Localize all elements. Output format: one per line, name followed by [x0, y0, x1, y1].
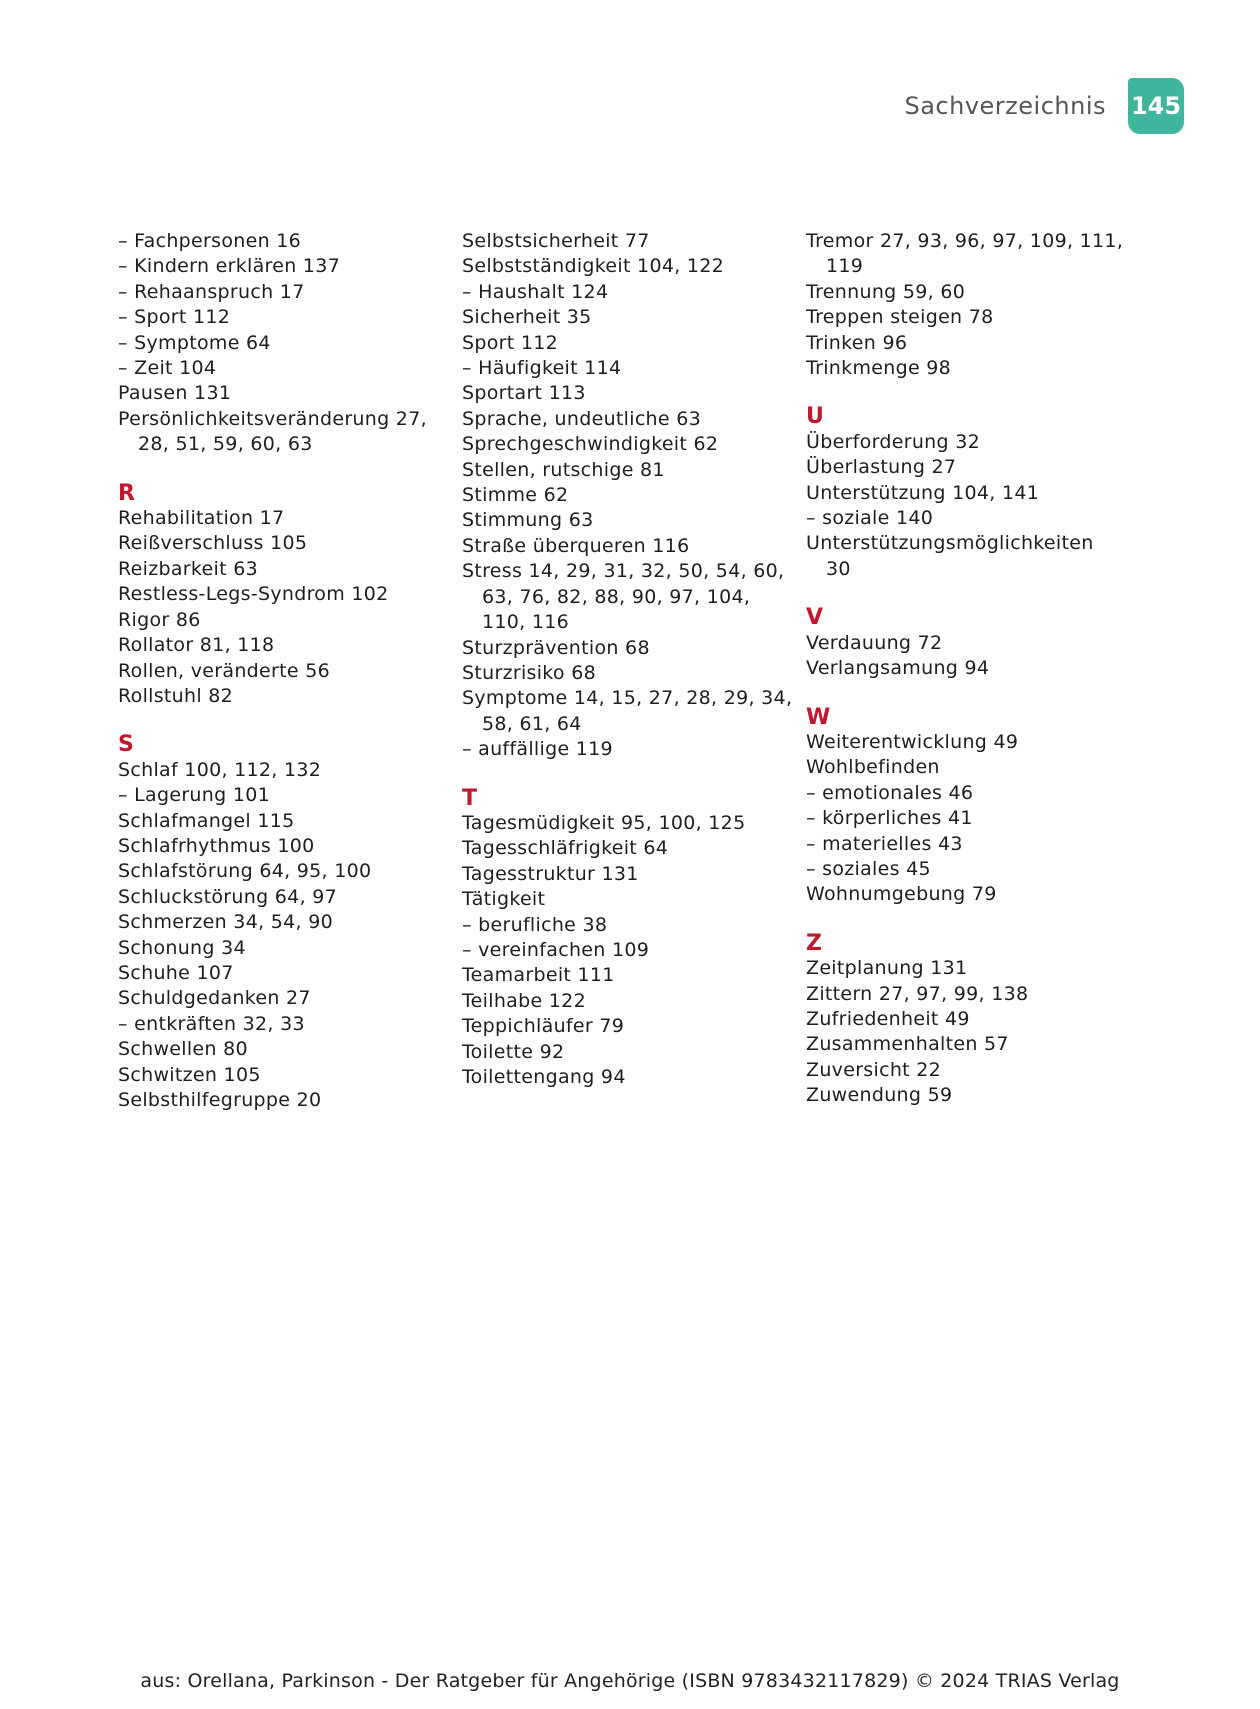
- index-entry: Verlangsamung 94: [806, 657, 990, 680]
- index-entry: Schmerzen 34, 54, 90: [118, 911, 333, 934]
- index-column-3: [806, 229, 1136, 1109]
- index-entry-continuation: 110, 116: [482, 611, 570, 634]
- index-entry: Stimmung 63: [462, 509, 594, 532]
- index-column-1: [118, 229, 448, 1113]
- index-entry: – Sport 112: [118, 306, 231, 329]
- source-footer: aus: Orellana, Parkinson - Der Ratgeber für Angehörige (ISBN 9783432117829) © 2024 TRIAS Verlag: [140, 1670, 1120, 1692]
- index-entry: – Lagerung 101: [118, 784, 270, 807]
- index-entry: Rigor 86: [118, 608, 201, 631]
- index-entry: Treppen steigen 78: [806, 306, 994, 329]
- index-entry: Überforderung 32: [806, 430, 980, 453]
- index-entry: Selbsthilfegruppe 20: [118, 1089, 322, 1111]
- index-entry: – Symptome 64: [118, 331, 271, 354]
- index-entry: Zittern 27, 97, 99, 138: [806, 982, 1029, 1005]
- index-entry: Unterstützungsmöglichkeiten: [806, 532, 1094, 555]
- index-entry: Wohlbefinden: [806, 756, 940, 779]
- running-header: [904, 78, 1184, 134]
- index-entry: Schuhe 107: [118, 961, 234, 984]
- index-entry: Überlastung 27: [806, 456, 957, 479]
- index-entry: – Haushalt 124: [462, 280, 609, 303]
- index-entry: – soziale 140: [806, 507, 934, 530]
- index-entry-continuation: 63, 76, 82, 88, 90, 97, 104,: [482, 585, 751, 608]
- index-entry: Persönlichkeitsveränderung 27,: [118, 407, 427, 430]
- section-title: Sachverzeichnis: [904, 92, 1106, 120]
- index-entry: Reizbarkeit 63: [118, 557, 258, 580]
- index-entry: Zusammenhalten 57: [806, 1033, 1009, 1056]
- index-entry: Sturzrisiko 68: [462, 661, 596, 684]
- index-entry: Trinken 96: [806, 331, 908, 354]
- index-entry: Tremor 27, 93, 96, 97, 109, 111,: [806, 230, 1124, 252]
- index-entry: Rollen, veränderte 56: [118, 659, 330, 682]
- index-entry: Rollator 81, 118: [118, 634, 275, 657]
- index-entry: Zuwendung 59: [806, 1084, 953, 1107]
- index-entry: Zufriedenheit 49: [806, 1007, 970, 1030]
- index-columns: [118, 229, 1148, 1129]
- index-entry: Sturzprävention 68: [462, 636, 650, 659]
- index-entry: – auffällige 119: [462, 738, 613, 761]
- index-column-2: [462, 229, 792, 1090]
- index-entry: Teilhabe 122: [462, 989, 586, 1012]
- index-entry: – materielles 43: [806, 832, 963, 855]
- index-entry: Schlaf 100, 112, 132: [118, 758, 322, 781]
- index-entry: Schwellen 80: [118, 1038, 248, 1061]
- index-entry: – Rehaanspruch 17: [118, 280, 305, 303]
- index-entry: Rehabilitation 17: [118, 507, 285, 530]
- index-entry: Tagesmüdigkeit 95, 100, 125: [462, 811, 746, 834]
- index-entry: Reißverschluss 105: [118, 532, 308, 555]
- index-entry: Schuldgedanken 27: [118, 987, 311, 1010]
- index-entry: Symptome 14, 15, 27, 28, 29, 34,: [462, 687, 793, 710]
- index-entry: Restless-Legs-Syndrom 102: [118, 583, 389, 606]
- index-entry: – soziales 45: [806, 857, 931, 880]
- index-letter-heading: V: [806, 605, 824, 631]
- index-entry: Tagesstruktur 131: [462, 862, 639, 885]
- index-entry: Schlafrhythmus 100: [118, 834, 315, 857]
- index-letter-heading: U: [806, 404, 824, 430]
- index-entry: – berufliche 38: [462, 913, 608, 936]
- index-entry: – Häufigkeit 114: [462, 357, 622, 380]
- index-entry: – Zeit 104: [118, 357, 217, 380]
- index-entry-continuation: 119: [826, 255, 864, 278]
- index-entry: Rollstuhl 82: [118, 684, 234, 707]
- index-entry: Schlafmangel 115: [118, 809, 295, 832]
- index-entry: Sport 112: [462, 331, 559, 354]
- index-letter-heading: S: [118, 732, 134, 758]
- index-entry: – entkräften 32, 33: [118, 1012, 305, 1035]
- index-entry: Schonung 34: [118, 936, 246, 959]
- index-entry: Tätigkeit: [462, 888, 546, 911]
- index-entry-continuation: 28, 51, 59, 60, 63: [138, 433, 313, 456]
- index-entry: Zuversicht 22: [806, 1058, 942, 1081]
- index-entry: Schwitzen 105: [118, 1063, 261, 1086]
- index-entry: – emotionales 46: [806, 781, 974, 804]
- index-entry: Wohnumgebung 79: [806, 883, 997, 906]
- index-entry: Sprechgeschwindigkeit 62: [462, 433, 719, 456]
- index-entry: Weiterentwicklung 49: [806, 730, 1019, 753]
- page-number-badge: [1128, 78, 1184, 134]
- index-entry: Selbstsicherheit 77: [462, 230, 650, 252]
- index-entry: – vereinfachen 109: [462, 938, 650, 961]
- index-entry: Toilettengang 94: [462, 1066, 626, 1088]
- index-entry: Tagesschläfrigkeit 64: [462, 837, 669, 860]
- index-entry: Stimme 62: [462, 484, 569, 507]
- index-entry: – körperliches 41: [806, 807, 973, 830]
- index-entry: Schlafstörung 64, 95, 100: [118, 860, 372, 883]
- index-entry: Schluckstörung 64, 97: [118, 885, 338, 908]
- index-entry: Sicherheit 35: [462, 306, 592, 329]
- index-entry: Sprache, undeutliche 63: [462, 407, 702, 430]
- page-number: 145: [1130, 92, 1182, 120]
- index-entry: Toilette 92: [462, 1040, 565, 1063]
- index-entry: – Fachpersonen 16: [118, 230, 302, 252]
- index-entry: Selbstständigkeit 104, 122: [462, 255, 725, 278]
- index-entry: Unterstützung 104, 141: [806, 481, 1040, 504]
- index-entry: Zeitplanung 131: [806, 957, 968, 980]
- index-entry-continuation: 30: [826, 557, 851, 580]
- index-letter-heading: Z: [806, 930, 822, 956]
- index-entry: Straße überqueren 116: [462, 534, 690, 557]
- index-entry: Sportart 113: [462, 382, 586, 405]
- index-entry: Teamarbeit 111: [462, 964, 615, 987]
- index-entry: Trinkmenge 98: [806, 357, 952, 380]
- index-entry: Stellen, rutschige 81: [462, 458, 665, 481]
- index-entry: Trennung 59, 60: [806, 280, 966, 303]
- index-entry: – Kindern erklären 137: [118, 255, 341, 278]
- index-letter-heading: R: [118, 480, 135, 506]
- index-entry: Stress 14, 29, 31, 32, 50, 54, 60,: [462, 560, 785, 583]
- index-entry: Pausen 131: [118, 382, 232, 405]
- index-entry: Verdauung 72: [806, 631, 943, 654]
- index-letter-heading: T: [462, 785, 478, 811]
- index-entry: Teppichläufer 79: [462, 1015, 625, 1038]
- index-letter-heading: W: [806, 704, 831, 730]
- index-entry-continuation: 58, 61, 64: [482, 712, 582, 735]
